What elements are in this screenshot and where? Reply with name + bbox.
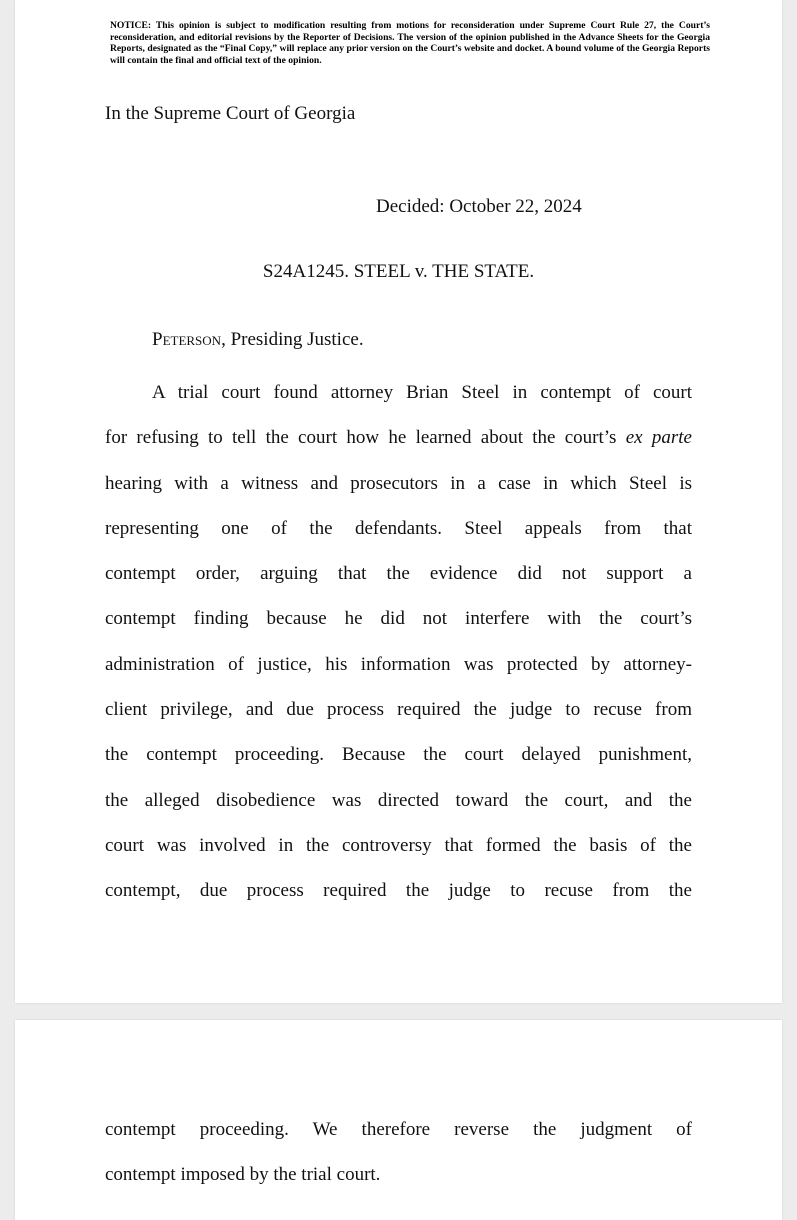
body-line: [105, 415, 692, 460]
body-line: client privilege, and due process required the judge to recuse from: [105, 699, 692, 721]
author-title: , Presiding Justice.: [221, 329, 364, 350]
author-name: Peterson: [152, 329, 222, 350]
opinion-body: [105, 370, 692, 914]
document-page-1: [15, 0, 782, 1003]
body-line: contempt proceeding. We therefore reverse the judgment of: [105, 1119, 692, 1140]
body-line: contempt, due process required the judge to recuse from the: [105, 880, 692, 902]
body-line: A trial court found attorney Brian Steel in contempt of court: [152, 382, 692, 403]
body-line: administration of justice, his information was protected by attorney-: [105, 653, 692, 675]
decided-date: Decided: October 22, 2024: [376, 196, 582, 217]
body-line: contempt order, arguing that the evidence did not support a: [105, 563, 692, 585]
body-line: court was involved in the controversy that formed the basis of the: [105, 834, 692, 856]
body-line: the alleged disobedience was directed toward the court, and the: [105, 789, 692, 811]
body-line: representing one of the defendants. Steel appeals from that: [105, 517, 692, 539]
document-page-2: [15, 1020, 782, 1220]
body-line: the contempt proceeding. Because the court delayed punishment,: [105, 744, 692, 766]
italic-phrase: ex parte: [625, 427, 692, 449]
opinion-notice: NOTICE: This opinion is subject to modification resulting from motions for reconsideration under Supreme Court Rule 27, the Court’s reconsideration, and editorial revisions by the Reporter of Decisions. The version of the opinion published in the Advance Sheets for the Georgia Reports, designated as the “Final Copy,” will replace any prior version on the Court’s website and docket. A bound volume of the Georgia Reports will contain the final and official text of the opinion.: [110, 20, 710, 66]
opinion-body-continued: [105, 1107, 692, 1198]
body-line: contempt imposed by the trial court.: [105, 1164, 381, 1186]
court-name: In the Supreme Court of Georgia: [105, 103, 356, 124]
body-line: hearing with a witness and prosecutors in a case in which Steel is: [105, 472, 692, 494]
opinion-author: [152, 329, 364, 351]
case-caption: S24A1245. STEEL v. THE STATE.: [262, 261, 535, 282]
body-line: contempt finding because he did not interfere with the court’s: [105, 608, 692, 630]
body-line-text: for refusing to tell the court how he learned about the court’s: [105, 427, 617, 449]
